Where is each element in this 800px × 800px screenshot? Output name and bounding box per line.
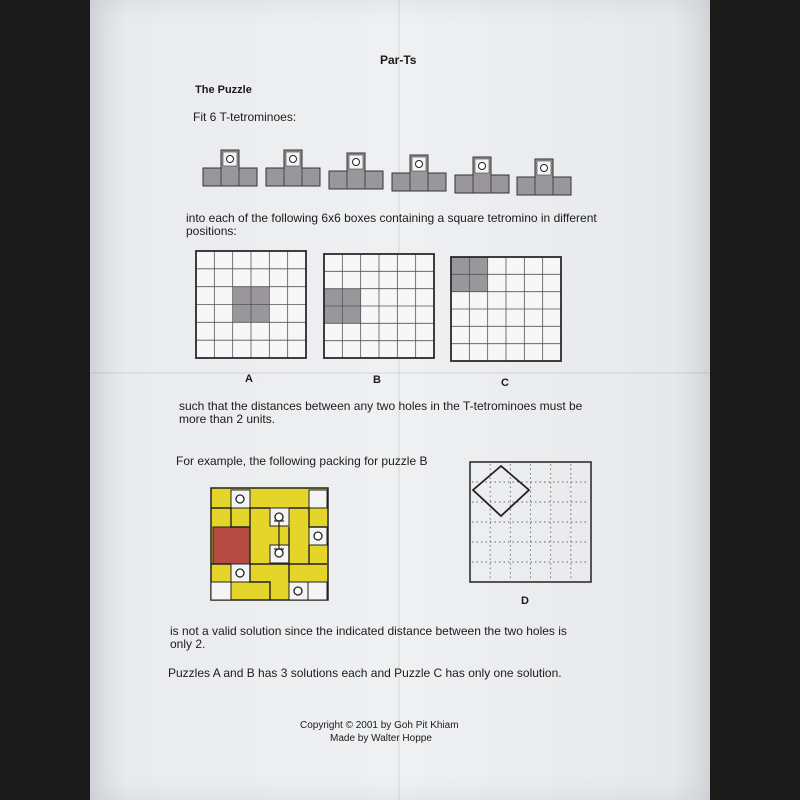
grid-label-b: B [373, 374, 381, 386]
grid-label-c: C [501, 377, 509, 389]
grid-label-a: A [245, 373, 253, 385]
rule-text-line-2: more than 2 units. [179, 412, 276, 426]
page-title: Par-Ts [380, 53, 417, 67]
boxes-text-line-2: positions: [186, 224, 237, 238]
rule-text-line-1: such that the distances between any two holes in the T-tetrominoes must be [179, 399, 583, 413]
invalid-text-line-2: only 2. [170, 637, 206, 651]
invalid-text-line-1: is not a valid solution since the indicated distance between the two holes is [170, 624, 567, 638]
intro-text: Fit 6 T-tetrominoes: [193, 110, 297, 124]
made-by-text: Made by Walter Hoppe [330, 733, 432, 744]
copyright-text: Copyright © 2001 by Goh Pit Khiam [300, 720, 459, 731]
section-heading: The Puzzle [195, 84, 252, 96]
diagram-d-tilted-square [473, 466, 529, 516]
diagram-d-dotted-grid [472, 464, 589, 580]
example-text: For example, the following packing for puzzle B [176, 454, 428, 468]
diagram-d-label: D [521, 595, 529, 607]
solutions-text: Puzzles A and B has 3 solutions each and Puzzle C has only one solution. [168, 666, 562, 680]
boxes-text-line-1: into each of the following 6x6 boxes containing a square tetromino in different [186, 211, 597, 225]
